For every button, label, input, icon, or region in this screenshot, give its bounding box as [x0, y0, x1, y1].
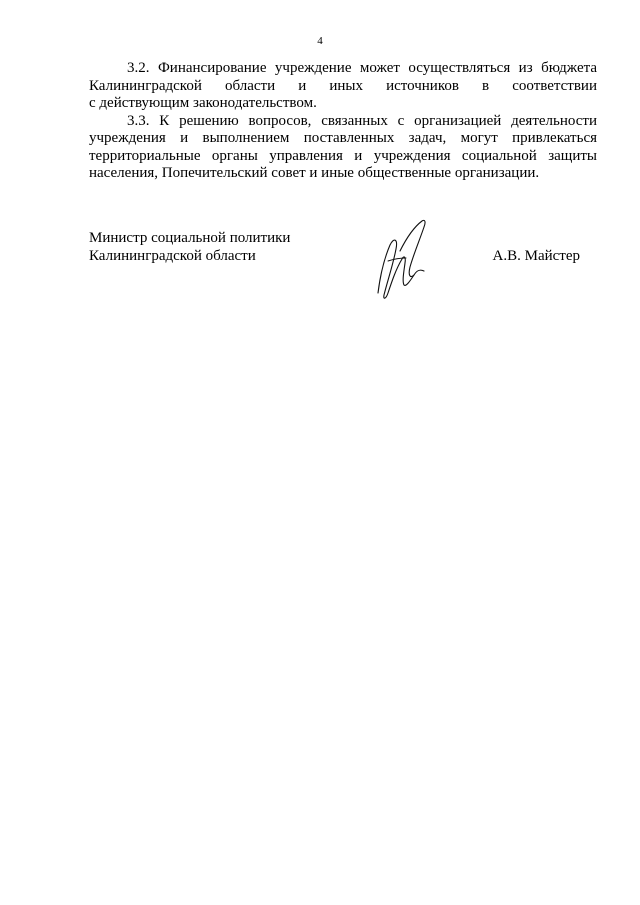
paragraph-line: с действующим законодательством. — [89, 95, 317, 111]
signer-name: А.В. Майстер — [492, 247, 580, 264]
paragraph-line: территориальные органы управления и учреждения социальной защиты — [89, 147, 597, 164]
document-body — [89, 60, 597, 183]
paragraph-line: Калининградской области и иных источников в соответствии — [89, 77, 597, 94]
paragraph-3-3 — [89, 113, 597, 183]
paragraph-3-2 — [89, 60, 597, 113]
signer-title — [89, 230, 290, 265]
paragraph-line: населения, Попечительский совет и иные общественные организации. — [89, 165, 540, 181]
paragraph-line: учреждения и выполнением поставленных задач, могут привлекаться — [89, 130, 597, 146]
handwritten-signature — [370, 215, 440, 305]
paragraph-line: 3.3. К решению вопросов, связанных с организацией деятельности — [127, 112, 597, 129]
signer-region: Калининградской области — [89, 247, 256, 264]
signature-block — [89, 230, 597, 310]
page-number: 4 — [317, 35, 323, 47]
paragraph-line: 3.2. Финансирование учреждение может осуществляться из бюджета — [127, 60, 597, 76]
signer-position: Министр социальной политики — [89, 230, 291, 246]
